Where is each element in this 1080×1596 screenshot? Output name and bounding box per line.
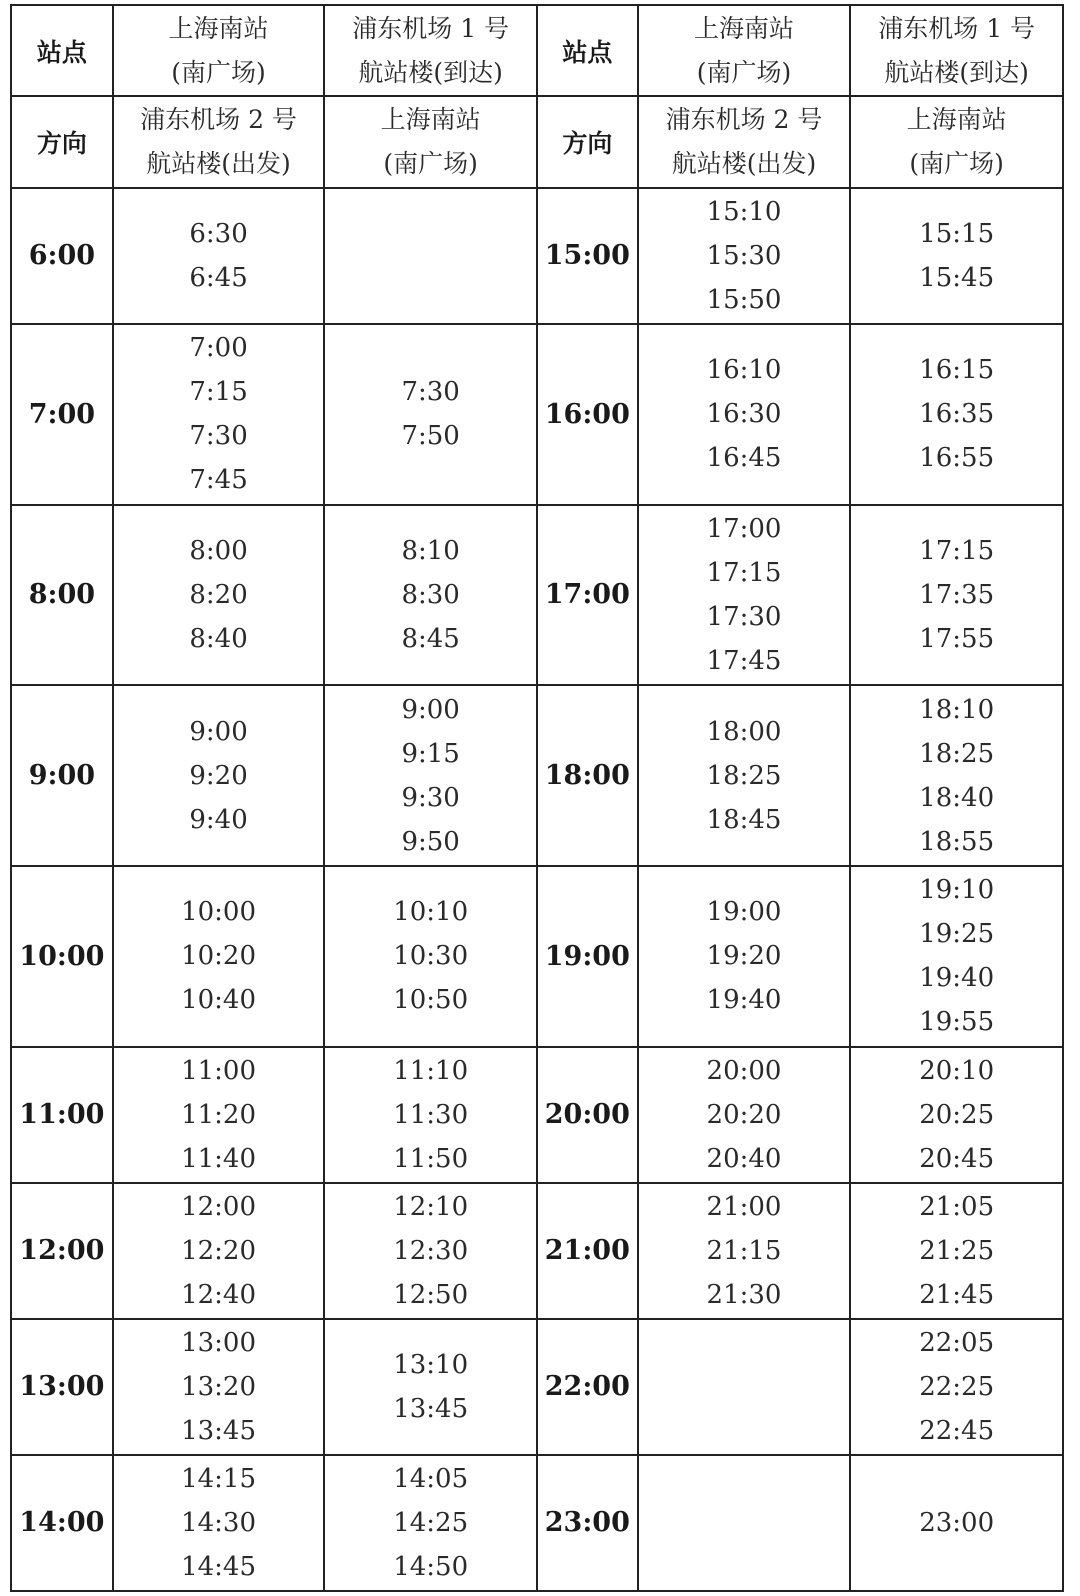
header-row-directions	[11, 96, 1063, 187]
departure-times-left-b	[324, 1183, 537, 1319]
departure-time: 15:45	[919, 262, 995, 293]
departure-time: 21:30	[706, 1279, 782, 1310]
departure-times-right-a	[638, 1047, 851, 1183]
departure-times-right-b	[850, 866, 1063, 1047]
departure-time: 17:15	[706, 557, 782, 588]
schedule-row	[11, 324, 1063, 505]
header-line: 航站楼(出发)	[146, 149, 291, 179]
departure-time: 22:05	[919, 1327, 995, 1358]
departure-time: 11:10	[393, 1055, 469, 1086]
departure-time: 14:05	[393, 1463, 469, 1494]
departure-time: 23:00	[919, 1507, 995, 1538]
header-line: 上海南站	[168, 13, 269, 43]
departure-time: 8:30	[401, 579, 460, 610]
departure-time: 7:45	[189, 465, 248, 496]
departure-time: 15:10	[706, 196, 782, 227]
departure-time: 13:45	[181, 1415, 256, 1446]
departure-time: 19:10	[919, 875, 995, 906]
departure-time: 20:25	[919, 1099, 995, 1130]
departure-time: 20:20	[706, 1099, 782, 1130]
header-row-stations	[11, 5, 1063, 96]
header-line: (南广场)	[696, 57, 792, 87]
departure-time: 13:45	[393, 1393, 469, 1424]
departure-time: 7:30	[401, 377, 460, 408]
hour-cell-right: 21:00	[537, 1183, 638, 1319]
departure-time: 18:10	[919, 694, 995, 725]
departure-time: 16:30	[706, 399, 782, 430]
departure-times-right-a	[638, 685, 851, 866]
departure-times-left-b	[324, 1047, 537, 1183]
hour-cell-left: 7:00	[11, 324, 113, 505]
departure-time: 12:40	[181, 1279, 256, 1310]
hour-cell-left: 12:00	[11, 1183, 113, 1319]
hour-cell-left: 13:00	[11, 1319, 113, 1455]
departure-times-left-b	[324, 505, 537, 686]
departure-time: 11:30	[393, 1099, 469, 1130]
departure-times-left-b	[324, 866, 537, 1047]
departure-times-left-b	[324, 1319, 537, 1455]
schedule-row	[11, 1455, 1063, 1591]
station-label-left: 站点	[11, 5, 113, 96]
departure-time: 12:30	[393, 1235, 469, 1266]
shuttle-schedule-table	[10, 4, 1064, 1592]
departure-times-right-b	[850, 505, 1063, 686]
departure-time: 17:30	[706, 601, 782, 632]
departure-time: 10:10	[393, 897, 469, 928]
departure-time: 20:40	[706, 1143, 782, 1174]
departure-time: 19:20	[706, 941, 782, 972]
direction-label-right: 方向	[537, 96, 638, 187]
departure-time: 19:00	[706, 897, 782, 928]
departure-time: 16:35	[919, 399, 995, 430]
departure-times-right-a	[638, 1455, 851, 1591]
departure-time: 18:40	[919, 782, 995, 813]
departure-time: 8:20	[189, 579, 248, 610]
departure-time: 9:40	[189, 804, 248, 835]
departure-time: 13:10	[393, 1349, 469, 1380]
departure-time: 16:10	[706, 355, 782, 386]
departure-times-right-b	[850, 1047, 1063, 1183]
schedule-row	[11, 1183, 1063, 1319]
schedule-row	[11, 1047, 1063, 1183]
departure-times-right-a	[638, 324, 851, 505]
departure-time: 10:50	[393, 985, 469, 1016]
departure-time: 13:20	[181, 1371, 256, 1402]
departure-time: 10:20	[181, 941, 256, 972]
departure-time: 22:45	[919, 1415, 995, 1446]
departure-time: 21:00	[706, 1191, 782, 1222]
departure-time: 21:25	[919, 1235, 995, 1266]
departure-time: 6:30	[189, 218, 248, 249]
departure-time: 7:30	[189, 421, 248, 452]
departure-times-right-b	[850, 1319, 1063, 1455]
departure-times-left-b	[324, 324, 537, 505]
header-station-b-right	[850, 5, 1063, 96]
departure-times-right-a	[638, 1183, 851, 1319]
departure-time: 11:40	[181, 1143, 256, 1174]
hour-cell-left: 10:00	[11, 866, 113, 1047]
header-station-b-left	[324, 5, 537, 96]
header-line: 上海南站	[693, 13, 794, 43]
departure-times-right-b	[850, 324, 1063, 505]
header-line: 航站楼(到达)	[358, 57, 503, 87]
departure-time: 16:55	[919, 443, 995, 474]
departure-times-left-a	[113, 1319, 325, 1455]
departure-times-left-a	[113, 1455, 325, 1591]
header-line: 浦东机场 2 号	[140, 105, 297, 135]
departure-times-left-a	[113, 1047, 325, 1183]
departure-times-left-a	[113, 188, 325, 324]
departure-time: 17:15	[919, 535, 995, 566]
departure-time: 21:15	[706, 1235, 782, 1266]
departure-time: 12:50	[393, 1279, 469, 1310]
departure-time: 15:30	[706, 240, 782, 271]
departure-time: 11:50	[393, 1143, 469, 1174]
departure-times-right-b	[850, 1183, 1063, 1319]
departure-time: 19:40	[706, 985, 782, 1016]
departure-time: 10:30	[393, 941, 469, 972]
hour-cell-right: 22:00	[537, 1319, 638, 1455]
departure-time: 20:00	[706, 1055, 782, 1086]
hour-cell-right: 23:00	[537, 1455, 638, 1591]
departure-times-right-b	[850, 685, 1063, 866]
departure-times-left-b	[324, 188, 537, 324]
departure-time: 18:55	[919, 826, 995, 857]
departure-time: 19:55	[919, 1007, 995, 1038]
departure-time: 13:00	[181, 1327, 256, 1358]
departure-times-right-a	[638, 866, 851, 1047]
departure-time: 20:45	[919, 1143, 995, 1174]
hour-cell-right: 19:00	[537, 866, 638, 1047]
departure-time: 17:45	[706, 645, 782, 676]
header-line: 上海南站	[380, 105, 481, 135]
header-line: 航站楼(到达)	[884, 57, 1029, 87]
departure-time: 8:00	[189, 535, 248, 566]
departure-time: 22:25	[919, 1371, 995, 1402]
departure-time: 18:25	[919, 738, 995, 769]
header-station-a-right	[638, 5, 851, 96]
departure-time: 12:10	[393, 1191, 469, 1222]
header-direction-b-right	[850, 96, 1063, 187]
departure-time: 8:45	[401, 623, 460, 654]
departure-times-right-a	[638, 505, 851, 686]
header-line: 航站楼(出发)	[671, 149, 817, 179]
departure-time: 12:20	[181, 1235, 256, 1266]
departure-time: 21:45	[919, 1279, 995, 1310]
departure-time: 12:00	[181, 1191, 256, 1222]
departure-time: 7:15	[189, 377, 248, 408]
departure-time: 18:00	[706, 716, 782, 747]
header-direction-b-left	[324, 96, 537, 187]
hour-cell-right: 16:00	[537, 324, 638, 505]
departure-time: 16:45	[706, 443, 782, 474]
hour-cell-right: 15:00	[537, 188, 638, 324]
hour-cell-left: 9:00	[11, 685, 113, 866]
departure-time: 18:45	[706, 804, 782, 835]
departure-time: 14:25	[393, 1507, 469, 1538]
station-label-right: 站点	[537, 5, 638, 96]
departure-time: 15:50	[706, 284, 782, 315]
departure-time: 8:10	[401, 535, 460, 566]
departure-time: 14:45	[181, 1551, 256, 1582]
schedule-row	[11, 866, 1063, 1047]
departure-time: 6:45	[189, 262, 248, 293]
departure-times-right-b	[850, 188, 1063, 324]
hour-cell-left: 6:00	[11, 188, 113, 324]
header-line: (南广场)	[909, 149, 1004, 179]
direction-label-left: 方向	[11, 96, 113, 187]
departure-time: 11:20	[181, 1099, 256, 1130]
departure-times-left-a	[113, 1183, 325, 1319]
departure-time: 18:25	[706, 760, 782, 791]
departure-times-left-a	[113, 685, 325, 866]
departure-time: 14:30	[181, 1507, 256, 1538]
departure-time: 17:55	[919, 623, 995, 654]
departure-times-right-a	[638, 1319, 851, 1455]
departure-times-left-b	[324, 1455, 537, 1591]
departure-time: 21:05	[919, 1191, 995, 1222]
departure-time: 8:40	[189, 623, 248, 654]
departure-time: 15:15	[919, 218, 995, 249]
departure-time: 19:40	[919, 963, 995, 994]
hour-cell-right: 20:00	[537, 1047, 638, 1183]
header-direction-a-right	[638, 96, 851, 187]
departure-time: 10:40	[181, 985, 256, 1016]
departure-time: 17:35	[919, 579, 995, 610]
hour-cell-left: 8:00	[11, 505, 113, 686]
header-station-a-left	[113, 5, 325, 96]
header-direction-a-left	[113, 96, 325, 187]
departure-times-left-b	[324, 685, 537, 866]
header-line: 浦东机场 2 号	[665, 105, 823, 135]
header-line: 上海南站	[906, 105, 1007, 135]
hour-cell-left: 11:00	[11, 1047, 113, 1183]
departure-time: 20:10	[919, 1055, 995, 1086]
departure-time: 9:20	[189, 760, 248, 791]
hour-cell-right: 17:00	[537, 505, 638, 686]
departure-time: 16:15	[919, 355, 995, 386]
departure-time: 9:00	[401, 694, 460, 725]
schedule-row	[11, 1319, 1063, 1455]
schedule-row	[11, 188, 1063, 324]
hour-cell-right: 18:00	[537, 685, 638, 866]
header-line: (南广场)	[171, 57, 266, 87]
departure-time: 9:15	[401, 738, 460, 769]
departure-time: 14:50	[393, 1551, 469, 1582]
departure-times-left-a	[113, 866, 325, 1047]
departure-time: 7:50	[401, 421, 460, 452]
departure-time: 11:00	[181, 1055, 256, 1086]
departure-times-right-a	[638, 188, 851, 324]
schedule-row	[11, 505, 1063, 686]
departure-time: 14:15	[181, 1463, 256, 1494]
departure-times-right-b	[850, 1455, 1063, 1591]
departure-time: 7:00	[189, 333, 248, 364]
departure-time: 19:25	[919, 919, 995, 950]
departure-time: 10:00	[181, 897, 256, 928]
departure-times-left-a	[113, 324, 325, 505]
departure-time: 9:00	[189, 716, 248, 747]
departure-time: 9:50	[401, 826, 460, 857]
header-line: (南广场)	[383, 149, 478, 179]
departure-time: 9:30	[401, 782, 460, 813]
schedule-row	[11, 685, 1063, 866]
hour-cell-left: 14:00	[11, 1455, 113, 1591]
departure-time: 17:00	[706, 513, 782, 544]
departure-times-left-a	[113, 505, 325, 686]
header-line: 浦东机场 1 号	[352, 13, 510, 43]
header-line: 浦东机场 1 号	[878, 13, 1036, 43]
